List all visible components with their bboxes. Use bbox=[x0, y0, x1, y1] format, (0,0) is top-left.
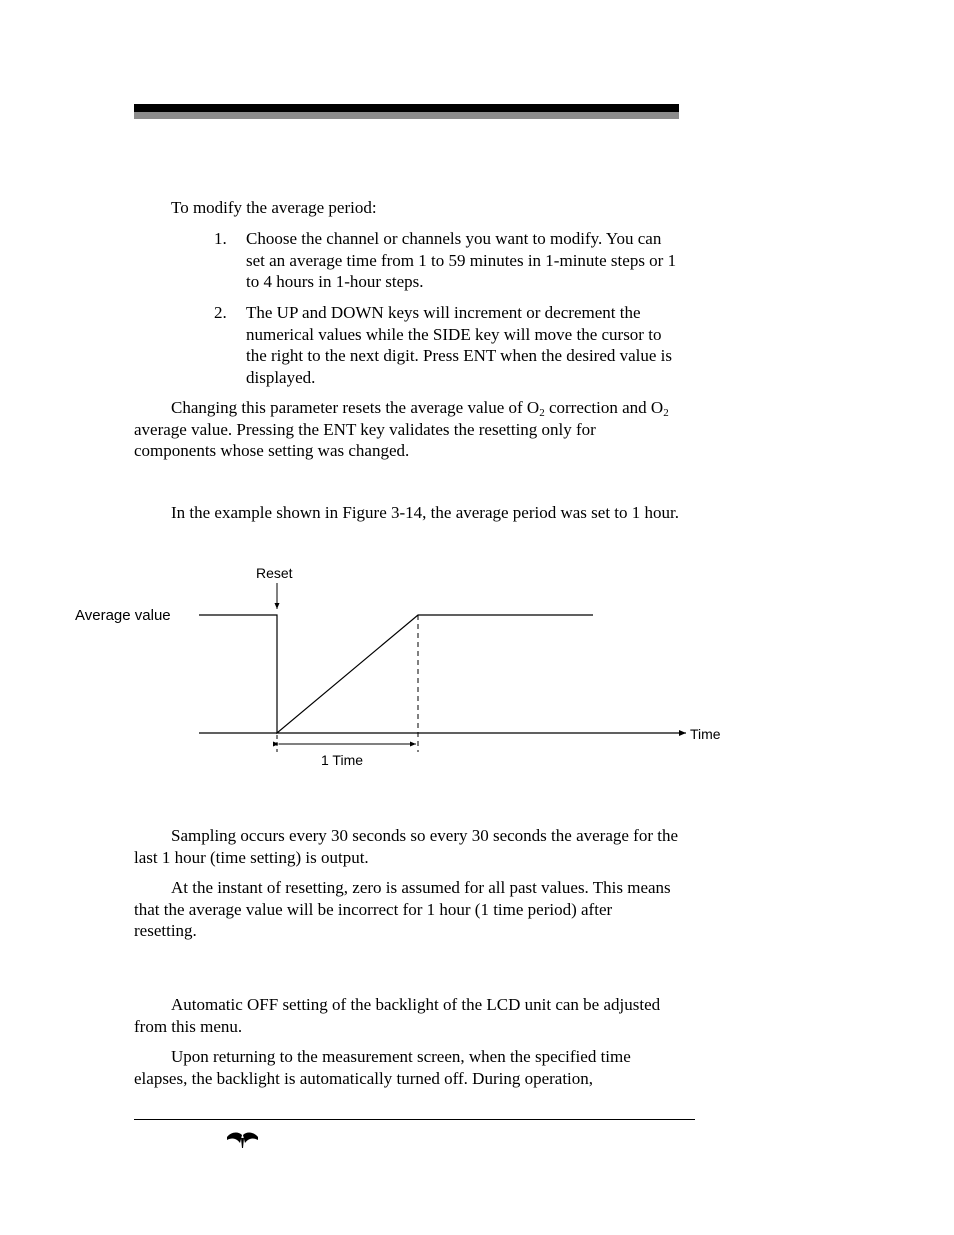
time-axis-label: Time bbox=[690, 726, 721, 742]
subscript-2: 2 bbox=[663, 407, 669, 419]
list-item-text: The UP and DOWN keys will increment or decrement the numerical values while the SIDE key will move the cursor to the right to the next digit. Press ENT when the desired value is displayed. bbox=[246, 303, 673, 387]
return-paragraph: Upon returning to the measurement screen, when the specified time elapses, the backlight is automatically turned off. During operation, bbox=[134, 1047, 631, 1088]
footer-rule bbox=[134, 1119, 695, 1120]
average-value-curve bbox=[199, 615, 593, 733]
reset-text-1: Changing this parameter resets the average value of O bbox=[171, 398, 540, 417]
backlight-paragraph: Automatic OFF setting of the backlight of the LCD unit can be adjusted from this menu. bbox=[134, 995, 661, 1036]
list-item-number: 2. bbox=[214, 303, 227, 322]
instant-paragraph: At the instant of resetting, zero is assumed for all past values. This means that the average value will be incorrect for 1 hour (1 time period) after resetting. bbox=[134, 878, 671, 940]
interval-label: 1 Time bbox=[321, 752, 364, 768]
list-item-number: 1. bbox=[214, 229, 227, 248]
reset-text-2: correction and O bbox=[544, 398, 664, 417]
teledyne-logo-icon bbox=[227, 1133, 258, 1148]
average-value-label: Average value bbox=[75, 607, 171, 624]
example-paragraph: In the example shown in Figure 3-14, the average period was set to 1 hour. bbox=[171, 503, 679, 522]
intro-text: To modify the average period: bbox=[171, 198, 377, 217]
subscript-2: 2 bbox=[539, 407, 545, 419]
sampling-paragraph: Sampling occurs every 30 seconds so every 30 seconds the average for the last 1 hour (time setting) is output. bbox=[134, 826, 679, 867]
reset-text-3: average value. Pressing the ENT key validates the resetting only for components whose setting was changed. bbox=[134, 419, 596, 460]
list-item-text: Choose the channel or channels you want to modify. You can set an average time from 1 to 59 minutes in 1-minute steps or 1 to 4 hours in 1-hour steps. bbox=[246, 229, 677, 291]
reset-label: Reset bbox=[256, 565, 293, 581]
